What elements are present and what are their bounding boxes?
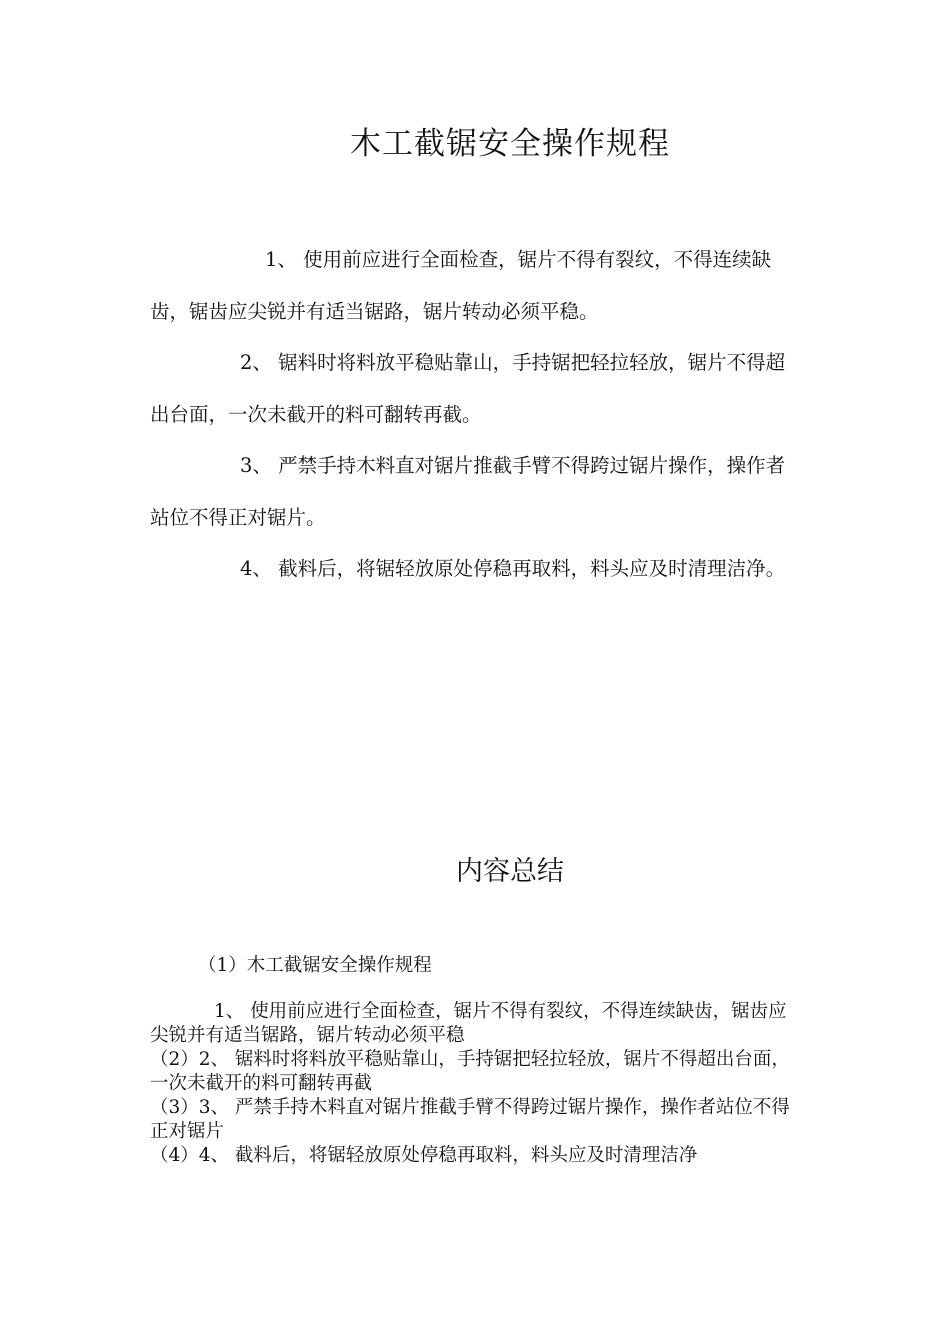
summary-list — [150, 1000, 802, 1168]
paragraph-3: 3、 严禁手持木料直对锯片推截手臂不得跨过锯片操作，操作者站位不得正对锯片。 — [150, 454, 786, 529]
summary-item-2: （2）2、 锯料时将料放平稳贴靠山，手持锯把轻拉轻放，锯片不得超出台面，一次未截开的料可翻转再截 — [150, 1049, 790, 1094]
summary-item-4: （4）4、 截料后，将锯轻放原处停稳再取料，料头应及时清理洁净 — [150, 1145, 698, 1166]
summary-item-3: （3）3、 严禁手持木料直对锯片推截手臂不得跨过锯片操作，操作者站位不得正对锯片 — [150, 1097, 790, 1142]
document-title: 木工截锯安全操作规程 — [350, 126, 670, 162]
paragraph-4: 4、 截料后，将锯轻放原处停稳再取料，料头应及时清理洁净。 — [240, 557, 786, 580]
summary-item-1: 1、 使用前应进行全面检查，锯片不得有裂纹，不得连续缺齿，锯齿应尖锐并有适当锯路，锯片转动必须平稳 — [150, 1001, 787, 1046]
summary-title: 内容总结 — [456, 856, 564, 887]
summary-heading: （1）木工截锯安全操作规程 — [198, 955, 432, 976]
document-body — [150, 234, 804, 595]
paragraph-1: 1、 使用前应进行全面检查，锯片不得有裂纹，不得连续缺齿，锯齿应尖锐并有适当锯路，锯片转动必须平稳。 — [150, 248, 772, 323]
paragraph-2: 2、 锯料时将料放平稳贴靠山，手持锯把轻拉轻放，锯片不得超出台面，一次未截开的料可翻转再截。 — [150, 351, 786, 426]
